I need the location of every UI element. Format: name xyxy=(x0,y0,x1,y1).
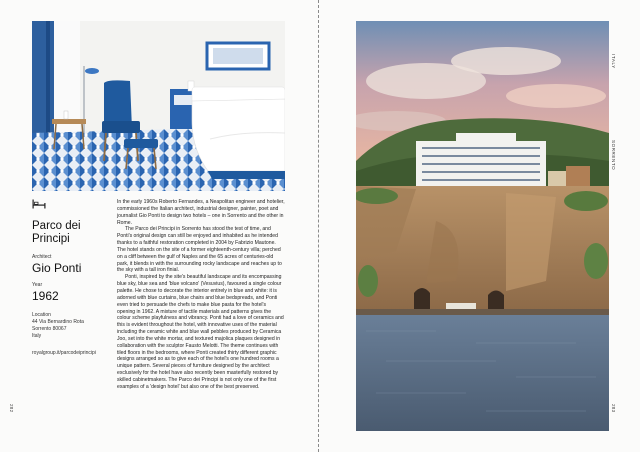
architect-label: Architect xyxy=(32,254,52,260)
country-label: ITALY xyxy=(611,54,616,69)
body-paragraph: The Parco dei Principi in Sorrento has stood the test of time, and Ponti's original design can still be enjoyed and inhabited as he intended thanks to a faithful restoration completed in 2004 by Fabrizio Mautone. The hotel stands on the site of a former eighteenth-century villa; perched on a cliff between the gulf of Naples and the 65 acres of centuries-old park, it blends in with the surrounding rocky landscape and reaches up to the sky with a tall iron finial. xyxy=(117,226,282,274)
location-line: 44 Via Bernardino Rota xyxy=(32,319,84,325)
article-body xyxy=(117,199,285,391)
hotel-room-photo xyxy=(32,21,285,191)
page-gutter xyxy=(318,0,319,452)
hotel-name: Parco dei Principi xyxy=(32,220,81,245)
year-label: Year xyxy=(32,282,43,288)
architect-name: Gio Ponti xyxy=(32,261,82,275)
body-paragraph: In the early 1960s Roberto Fernandes, a Neapolitan engineer and hotelier, commissioned the Italian architect, industrial designer, painter, poet and journalist Gio Ponti to design two hotels – one in Sorrento and the other in Rome. xyxy=(117,199,285,226)
location-line: Italy xyxy=(32,333,42,339)
page-number-left: 282 xyxy=(9,404,14,413)
page-number-right: 283 xyxy=(611,404,616,413)
hotel-info-column xyxy=(32,199,114,357)
body-paragraph: Ponti, inspired by the site's beautiful landscape and its encompassing blue sky, blue sea and 'blue volcano' (Vesuvius), favoured a single colour palette. He chose to decorate the interior entirely in blue and white: it is adorned with blue curtains, blue chairs and blue bedspreads, and Ponti even tried to persuade the chefs to make blue pasta for the hotel's opening in 1962. A mixture of tactile materials and patterns gives the colour scheme playfulness and vibrancy. Ponti had a love of ceramics and this is evident throughout the hotel, with innovative uses of the material including the ceramic white and blue wall pebbles produced by Ceramica Joo, set into the white mortar, and textured majolica plaques designed in collaboration with the sculptor Fausto Melotti. The theme continues with tiled floors in the bedrooms, where Ponti created thirty different graphic designs arranged so as to give each of the hotel's one hundred rooms a unique pattern. Several pieces of furniture designed by the architect exclusively for the hotel have also recently been masterfully restored by skilled cabinetmakers. The Parco dei Principi is not only one of the first examples of a 'design hotel' but also one of the best preserved. xyxy=(117,274,284,390)
location-line: Sorrento 80067 xyxy=(32,326,67,332)
hotel-exterior-photo xyxy=(356,21,609,431)
location-label: Location xyxy=(32,312,51,318)
year-value: 1962 xyxy=(32,289,59,303)
hotel-website-link[interactable]: royalgroup.it/parcodeiprincipi xyxy=(32,350,96,356)
city-label: SORRENTO xyxy=(611,140,616,171)
bed-icon xyxy=(32,199,46,209)
